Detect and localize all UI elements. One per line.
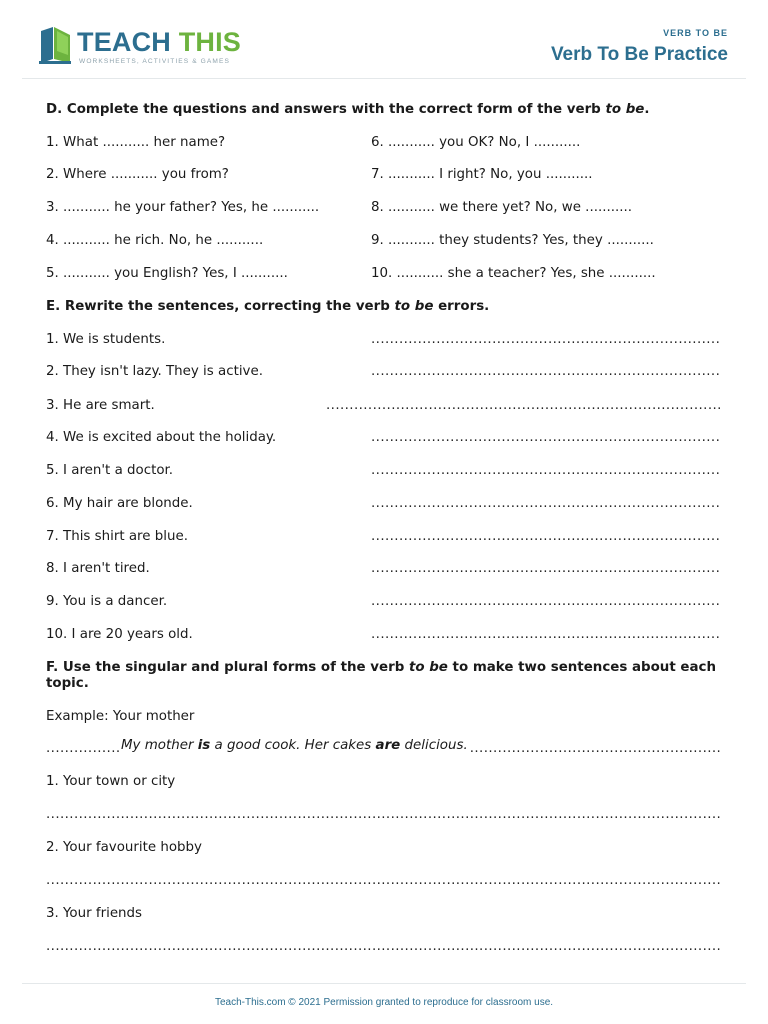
section-d-item: 3. ........... he your father? Yes, he ........... bbox=[46, 200, 320, 215]
answer-line[interactable] bbox=[371, 496, 721, 512]
section-d-item: 1. What ........... her name? bbox=[46, 135, 226, 150]
section-d-item: 8. ........... we there yet? No, we ........... bbox=[371, 200, 633, 215]
footer-divider bbox=[22, 983, 746, 984]
section-e-heading-text: E. Rewrite the sentences, correcting the verb bbox=[46, 299, 395, 314]
section-d-item: 7. ........... I right? No, you ........... bbox=[371, 167, 593, 182]
section-e-sentence: 5. I aren't a doctor. bbox=[46, 463, 174, 478]
logo-tagline: WORKSHEETS, ACTIVITIES & GAMES bbox=[79, 58, 230, 65]
section-d-item: 10. ........... she a teacher? Yes, she ........... bbox=[371, 266, 656, 281]
answer-line[interactable] bbox=[326, 398, 721, 414]
answer-line[interactable] bbox=[371, 627, 721, 643]
section-d-heading-text: D. Complete the questions and answers with the correct form of the verb bbox=[46, 102, 606, 117]
answer-line[interactable] bbox=[371, 594, 721, 610]
answer-line[interactable] bbox=[371, 529, 721, 545]
topic-label: 2. Your favourite hobby bbox=[46, 840, 202, 855]
section-d-item: 4. ........... he rich. No, he ........... bbox=[46, 233, 264, 248]
section-f-heading-end: to make two sentences about each topic. bbox=[46, 660, 716, 691]
answer-line[interactable] bbox=[46, 873, 721, 889]
example-part: My mother bbox=[121, 738, 198, 753]
answer-line[interactable] bbox=[46, 939, 721, 955]
section-d-item: 9. ........... they students? Yes, they ........... bbox=[371, 233, 654, 248]
section-f-heading-em: to be bbox=[408, 660, 448, 675]
section-e-sentence: 1. We is students. bbox=[46, 332, 166, 347]
section-d-heading-end: . bbox=[644, 102, 650, 117]
section-f-heading bbox=[46, 660, 726, 692]
section-e-sentence: 3. He are smart. bbox=[46, 398, 155, 413]
section-e-sentence: 2. They isn't lazy. They is active. bbox=[46, 364, 263, 379]
example-part: delicious. bbox=[400, 738, 468, 753]
example-sentence bbox=[119, 738, 470, 754]
section-e-sentence: 8. I aren't tired. bbox=[46, 561, 150, 576]
example-label: Example: Your mother bbox=[46, 709, 195, 724]
section-d-item: 2. Where ........... you from? bbox=[46, 167, 229, 182]
section-e-sentence: 4. We is excited about the holiday. bbox=[46, 430, 277, 445]
answer-line[interactable] bbox=[371, 364, 721, 380]
example-part: a good cook. Her cakes bbox=[210, 738, 376, 753]
topic-label: 1. Your town or city bbox=[46, 774, 176, 789]
section-d-heading bbox=[46, 102, 726, 118]
header-divider bbox=[22, 78, 746, 79]
section-e-heading-end: errors. bbox=[433, 299, 490, 314]
example-verb: is bbox=[197, 738, 211, 753]
footer-copyright: Teach-This.com © 2021 Permission granted to reproduce for classroom use. bbox=[214, 997, 554, 1008]
section-e-sentence: 10. I are 20 years old. bbox=[46, 627, 193, 642]
header-kicker: VERB TO BE bbox=[663, 28, 728, 38]
logo-this: THIS bbox=[178, 27, 242, 57]
section-d-item: 5. ........... you English? Yes, I ........... bbox=[46, 266, 288, 281]
answer-line[interactable] bbox=[371, 561, 721, 577]
section-d-heading-em: to be bbox=[605, 102, 645, 117]
answer-line[interactable] bbox=[371, 430, 721, 446]
section-e-heading-em: to be bbox=[394, 299, 434, 314]
section-e-heading bbox=[46, 299, 726, 315]
answer-line[interactable] bbox=[46, 807, 721, 823]
logo-wordmark bbox=[77, 27, 241, 57]
section-e-sentence: 6. My hair are blonde. bbox=[46, 496, 193, 511]
section-f-heading-text: F. Use the singular and plural forms of the verb bbox=[46, 660, 409, 675]
topic-label: 3. Your friends bbox=[46, 906, 143, 921]
logo-teach: TEACH bbox=[77, 27, 171, 57]
page-title: Verb To Be Practice bbox=[550, 44, 728, 65]
answer-line[interactable] bbox=[371, 332, 721, 348]
answer-line[interactable] bbox=[371, 463, 721, 479]
section-d-item: 6. ........... you OK? No, I ........... bbox=[371, 135, 581, 150]
example-verb: are bbox=[375, 738, 401, 753]
section-e-sentence: 7. This shirt are blue. bbox=[46, 529, 188, 544]
teach-this-logo-icon bbox=[37, 25, 73, 65]
section-e-sentence: 9. You is a dancer. bbox=[46, 594, 168, 609]
